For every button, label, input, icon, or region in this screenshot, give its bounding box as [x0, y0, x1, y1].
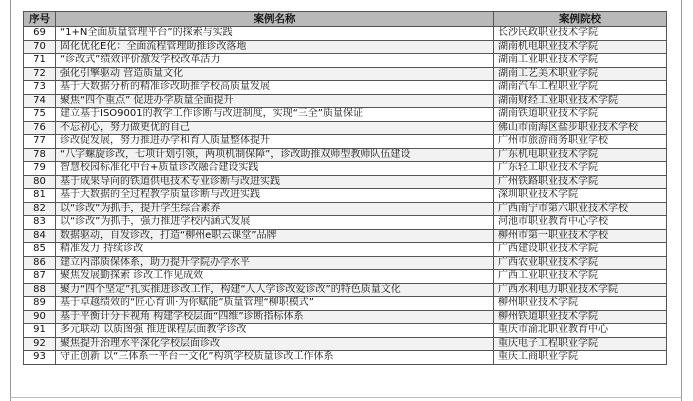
row-school: 广西工业职业技术学院: [494, 270, 667, 284]
row-index: 69: [24, 27, 56, 41]
row-index: 90: [24, 310, 56, 324]
row-school: 广州市旅游商务职业学校: [494, 135, 667, 149]
row-index: 71: [24, 54, 56, 68]
table-row: [24, 108, 667, 122]
row-school: 佛山市南海区盐步职业技术学校: [494, 121, 667, 135]
row-school: 湖南财经工业职业技术学院: [494, 94, 667, 108]
row-index: 80: [24, 175, 56, 189]
row-case-name: 以“诊改”为抓手，强力推进学校内涵式发展: [56, 216, 494, 230]
row-index: 76: [24, 121, 56, 135]
row-index: 82: [24, 202, 56, 216]
table-row: [24, 283, 667, 297]
row-case-name: 聚焦提升治理水平深化学校层面诊改: [56, 337, 494, 351]
row-index: 78: [24, 148, 56, 162]
row-index: 73: [24, 81, 56, 95]
row-index: 88: [24, 283, 56, 297]
row-school: 广州铁路职业技术学院: [494, 175, 667, 189]
row-school: 广西南宁市第六职业技术学校: [494, 202, 667, 216]
case-list-table: [23, 11, 667, 365]
row-index: 75: [24, 108, 56, 122]
table-row: [24, 351, 667, 365]
table-row: [24, 337, 667, 351]
row-case-name: 基于卓越绩效的“匠心育训·为你赋能”质量管理“柳职模式”: [56, 297, 494, 311]
table-row: [24, 67, 667, 81]
row-index: 74: [24, 94, 56, 108]
table-row: [24, 270, 667, 284]
row-case-name: 聚焦发展勤探索 诊改工作见成效: [56, 270, 494, 284]
table-row: [24, 40, 667, 54]
row-case-name: 数据驱动，自发诊改，打造“柳州e职云课堂”品牌: [56, 229, 494, 243]
row-case-name: 精准发力 持续诊改: [56, 243, 494, 257]
row-school: 柳州职业技术学院: [494, 297, 667, 311]
header-case-name: 案例名称: [56, 12, 494, 27]
row-school: 湖南工艺美术职业学院: [494, 67, 667, 81]
row-case-name: 聚焦“四个重点” 促进办学质量全面提升: [56, 94, 494, 108]
row-index: 86: [24, 256, 56, 270]
row-school: 广西农业职业技术学院: [494, 256, 667, 270]
table-row: [24, 189, 667, 203]
row-index: 89: [24, 297, 56, 311]
row-case-name: “八字螺旋诊改，七项计划引领，两项机制保障”，诊改助推双师型教师队伍建设: [56, 148, 494, 162]
row-case-name: 以“诊改”为抓手，提升学生综合素养: [56, 202, 494, 216]
row-index: 79: [24, 162, 56, 176]
row-index: 87: [24, 270, 56, 284]
table-row: [24, 94, 667, 108]
table-row: [24, 81, 667, 95]
row-index: 70: [24, 40, 56, 54]
header-school: 案例院校: [494, 12, 667, 27]
row-case-name: 诊改促发展，努力推进办学和育人质量整体提升: [56, 135, 494, 149]
header-index: 序号: [24, 12, 56, 27]
row-school: 广东机电职业技术学院: [494, 148, 667, 162]
row-school: 重庆市渝北职业教育中心: [494, 324, 667, 338]
row-index: 81: [24, 189, 56, 203]
row-school: 湖南汽车工程职业学院: [494, 81, 667, 95]
row-school: 长沙民政职业技术学院: [494, 27, 667, 41]
page-bottom-line: [10, 397, 682, 398]
row-index: 91: [24, 324, 56, 338]
row-index: 72: [24, 67, 56, 81]
row-school: 柳州铁道职业技术学院: [494, 310, 667, 324]
row-case-name: 守正创新 以“三体系一平台一文化”构筑学校质量诊改工作体系: [56, 351, 494, 365]
row-index: 77: [24, 135, 56, 149]
row-school: 柳州市第一职业技术学校: [494, 229, 667, 243]
row-school: 重庆工商职业学院: [494, 351, 667, 365]
table-row: [24, 148, 667, 162]
table-row: [24, 310, 667, 324]
row-case-name: 不忘初心，努力做更优的自己: [56, 121, 494, 135]
row-school: 重庆电子工程职业学院: [494, 337, 667, 351]
row-case-name: 建立内部质保体系，助力提升学院办学水平: [56, 256, 494, 270]
row-school: 湖南机电职业技术学院: [494, 40, 667, 54]
table-row: [24, 54, 667, 68]
table-row: [24, 202, 667, 216]
row-case-name: 智慧校园标准化中台+质量诊改融合建设实践: [56, 162, 494, 176]
row-school: 湖南工业职业技术学院: [494, 54, 667, 68]
row-school: 广西建设职业技术学院: [494, 243, 667, 257]
table-row: [24, 162, 667, 176]
row-case-name: “诊改式”绩效评价激发学校改革活力: [56, 54, 494, 68]
table-body: [24, 27, 667, 365]
page-margin-line-right: [681, 0, 682, 401]
row-index: 83: [24, 216, 56, 230]
page-margin-line-left: [10, 0, 11, 401]
row-case-name: 基于成果导向的铁道供电技术专业诊断与改进实践: [56, 175, 494, 189]
row-case-name: 基于平衡计分卡视角 构建学校层面“四维”诊断指标体系: [56, 310, 494, 324]
row-school: 广西水利电力职业技术学院: [494, 283, 667, 297]
row-school: 河池市职业教育中心学校: [494, 216, 667, 230]
row-school: 深圳职业技术学院: [494, 189, 667, 203]
table-row: [24, 27, 667, 41]
table-row: [24, 121, 667, 135]
table-row: [24, 229, 667, 243]
row-index: 93: [24, 351, 56, 365]
row-school: 湖南铁道职业技术学院: [494, 108, 667, 122]
table-row: [24, 135, 667, 149]
table-row: [24, 297, 667, 311]
row-index: 85: [24, 243, 56, 257]
row-case-name: 建立基于ISO9001的教学工作诊断与改进制度，实现“三全”质量保证: [56, 108, 494, 122]
row-index: 84: [24, 229, 56, 243]
row-case-name: 基于大数据的全过程教学质量诊断与改进实践: [56, 189, 494, 203]
table-row: [24, 175, 667, 189]
row-case-name: 基于大数据分析的精准诊改助推学校高质量发展: [56, 81, 494, 95]
row-case-name: 强化引擎驱动 营造质量文化: [56, 67, 494, 81]
table-row: [24, 256, 667, 270]
table-header-row: [24, 12, 667, 27]
row-case-name: 固化优化E化：全面流程管理助推诊改落地: [56, 40, 494, 54]
table-row: [24, 216, 667, 230]
row-index: 92: [24, 337, 56, 351]
row-case-name: “1+N全面质量管理平台”的探索与实践: [56, 27, 494, 41]
row-case-name: 多元联动 以质图强 推进课程层面教学诊改: [56, 324, 494, 338]
row-school: 广东轻工职业技术学院: [494, 162, 667, 176]
table-row: [24, 243, 667, 257]
row-case-name: 聚力“四个坚定”扎实推进诊改工作，构建“人人学诊改爱诊改”的特色质量文化: [56, 283, 494, 297]
table-row: [24, 324, 667, 338]
